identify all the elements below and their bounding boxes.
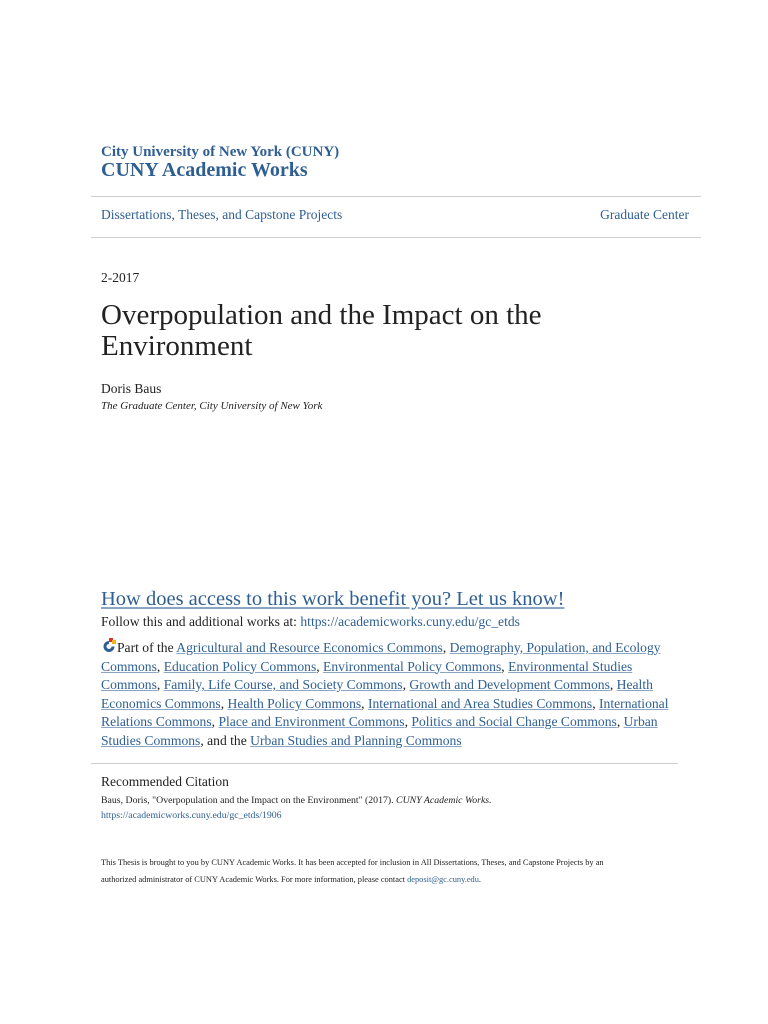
repository-name[interactable]: CUNY Academic Works [101, 159, 308, 181]
commons-link[interactable]: Urban Studies and Planning Commons [250, 732, 462, 748]
commons-links: Agricultural and Resource Economics Commons, Demography, Population, and Ecology Commons, Education Policy Commons, Environmental Policy Commons, Environmental Studies Commons, Family, Life Course, and Society Commons, Growth and Development Commons, Health Economics Commons, Health Policy Commons, International and Area Studies Commons, International Relations Commons, Place and Environment Commons, Politics and Social Change Commons, Urban Studies Commons, and the Urban Studies and Planning Commons [101, 640, 669, 748]
author-affiliation: The Graduate Center, City University of New York [101, 400, 323, 412]
institution-name: City University of New York (CUNY) [101, 144, 340, 160]
contact-email-link[interactable]: deposit@gc.cuny.edu [407, 875, 479, 884]
commons-list [101, 638, 681, 751]
follow-label: Follow this and additional works at: [101, 614, 297, 629]
commons-link[interactable]: Family, Life Course, and Society Commons [163, 677, 403, 693]
citation-journal: CUNY Academic Works. [396, 795, 492, 806]
department-link[interactable]: Graduate Center [600, 207, 689, 222]
footer-period: . [478, 875, 482, 884]
divider [91, 237, 701, 238]
commons-link[interactable]: Agricultural and Resource Economics Commons [176, 640, 443, 655]
commons-link[interactable]: Health Policy Commons [227, 695, 362, 711]
footer-line-2 [101, 871, 681, 888]
footer-line-1: This Thesis is brought to you by CUNY Academic Works. It has been accepted for inclusion in All Dissertations, Theses, and Capstone Projects by an [101, 858, 604, 867]
citation-heading: Recommended Citation [101, 774, 229, 789]
commons-link[interactable]: Place and Environment Commons [218, 714, 405, 730]
citation-body: Baus, Doris, "Overpopulation and the Impact on the Environment" (2017). [101, 795, 394, 806]
commons-and-the: and the [207, 732, 247, 748]
follow-url-link[interactable]: https://academicworks.cuny.edu/gc_etds [300, 614, 520, 629]
author-name: Doris Baus [101, 381, 162, 396]
feedback-link[interactable]: How does access to this work benefit you? Let us know! [101, 588, 565, 610]
commons-link[interactable]: Education Policy Commons [163, 658, 317, 674]
commons-link[interactable]: Urban Studies Commons [101, 714, 658, 748]
commons-link[interactable]: Growth and Development Commons [409, 677, 610, 693]
commons-link[interactable]: International Relations Commons [101, 695, 669, 730]
publication-date: 2-2017 [101, 270, 140, 285]
commons-prefix: Part of the [117, 640, 174, 655]
commons-link[interactable]: Politics and Social Change Commons [411, 714, 617, 730]
commons-link[interactable]: Health Economics Commons [101, 677, 653, 711]
commons-icon [101, 638, 117, 652]
follow-line [101, 614, 520, 630]
citation-url-link[interactable]: https://academicworks.cuny.edu/gc_etds/1906 [101, 810, 282, 821]
divider [91, 196, 701, 197]
commons-link[interactable]: Environmental Studies Commons [101, 658, 633, 693]
commons-link[interactable]: Demography, Population, and Ecology Commons [101, 640, 661, 674]
commons-link[interactable]: International and Area Studies Commons [367, 695, 593, 711]
collection-link[interactable]: Dissertations, Theses, and Capstone Projects [101, 207, 343, 222]
commons-link[interactable]: Environmental Policy Commons [323, 658, 502, 674]
divider [91, 763, 678, 764]
page-title: Overpopulation and the Impact on the Environment [101, 299, 542, 362]
footer-notice [101, 854, 681, 888]
footer-line-2-text: authorized administrator of CUNY Academic Works. For more information, please contact [101, 875, 405, 884]
citation-text [101, 795, 492, 806]
